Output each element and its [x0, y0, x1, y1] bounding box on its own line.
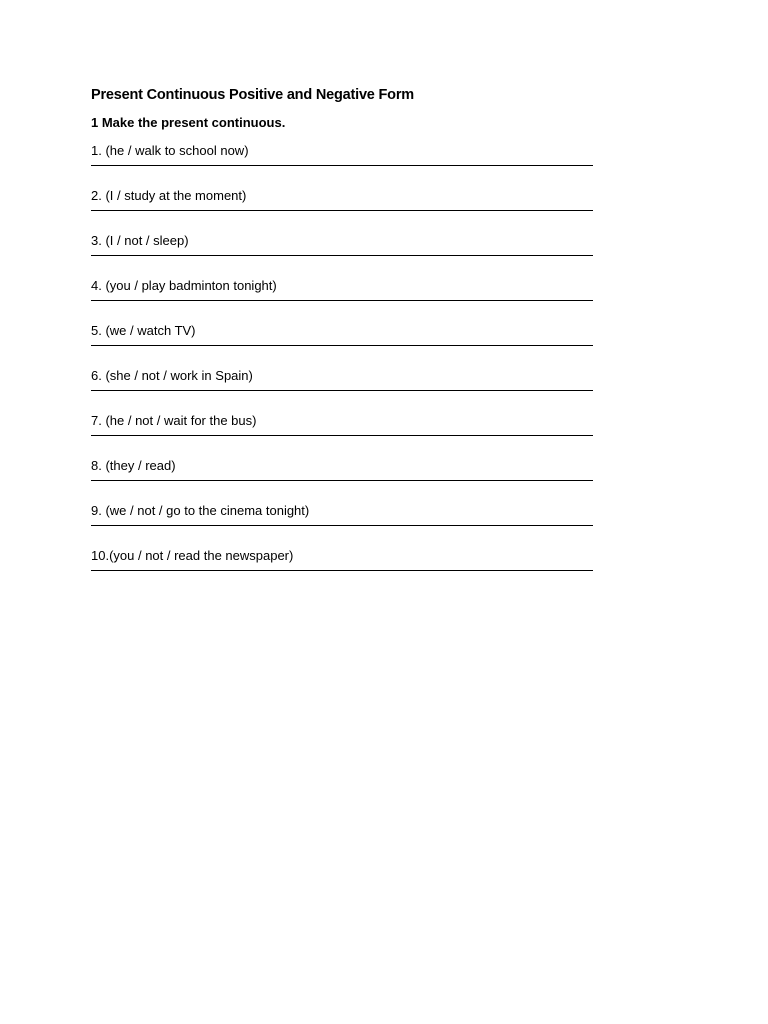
- exercise-list: [91, 143, 593, 593]
- page-title: Present Continuous Positive and Negative Form: [91, 87, 414, 103]
- answer-line[interactable]: [91, 345, 593, 346]
- exercise-item-8: [91, 458, 593, 503]
- answer-line[interactable]: [91, 570, 593, 571]
- exercise-prompt: 7. (he / not / wait for the bus): [91, 413, 257, 428]
- exercise-item-7: [91, 413, 593, 458]
- answer-line[interactable]: [91, 480, 593, 481]
- exercise-item-2: [91, 188, 593, 233]
- exercise-item-5: [91, 323, 593, 368]
- worksheet-page: [91, 86, 593, 593]
- answer-line[interactable]: [91, 390, 593, 391]
- exercise-prompt: 9. (we / not / go to the cinema tonight): [91, 503, 310, 518]
- answer-line[interactable]: [91, 165, 593, 166]
- answer-line[interactable]: [91, 255, 593, 256]
- exercise-item-3: [91, 233, 593, 278]
- exercise-prompt: 1. (he / walk to school now): [91, 143, 249, 158]
- exercise-item-10: [91, 548, 593, 593]
- answer-line[interactable]: [91, 435, 593, 436]
- exercise-prompt: 2. (I / study at the moment): [91, 188, 247, 203]
- exercise-item-9: [91, 503, 593, 548]
- exercise-prompt: 8. (they / read): [91, 458, 176, 473]
- exercise-prompt: 5. (we / watch TV): [91, 323, 196, 338]
- exercise-prompt: 6. (she / not / work in Spain): [91, 368, 253, 383]
- exercise-instruction: 1 Make the present continuous.: [91, 115, 286, 130]
- exercise-prompt: 3. (I / not / sleep): [91, 233, 189, 248]
- exercise-prompt: 4. (you / play badminton tonight): [91, 278, 277, 293]
- exercise-item-6: [91, 368, 593, 413]
- exercise-prompt: 10.(you / not / read the newspaper): [91, 548, 294, 563]
- answer-line[interactable]: [91, 300, 593, 301]
- answer-line[interactable]: [91, 210, 593, 211]
- answer-line[interactable]: [91, 525, 593, 526]
- exercise-item-1: [91, 143, 593, 188]
- exercise-item-4: [91, 278, 593, 323]
